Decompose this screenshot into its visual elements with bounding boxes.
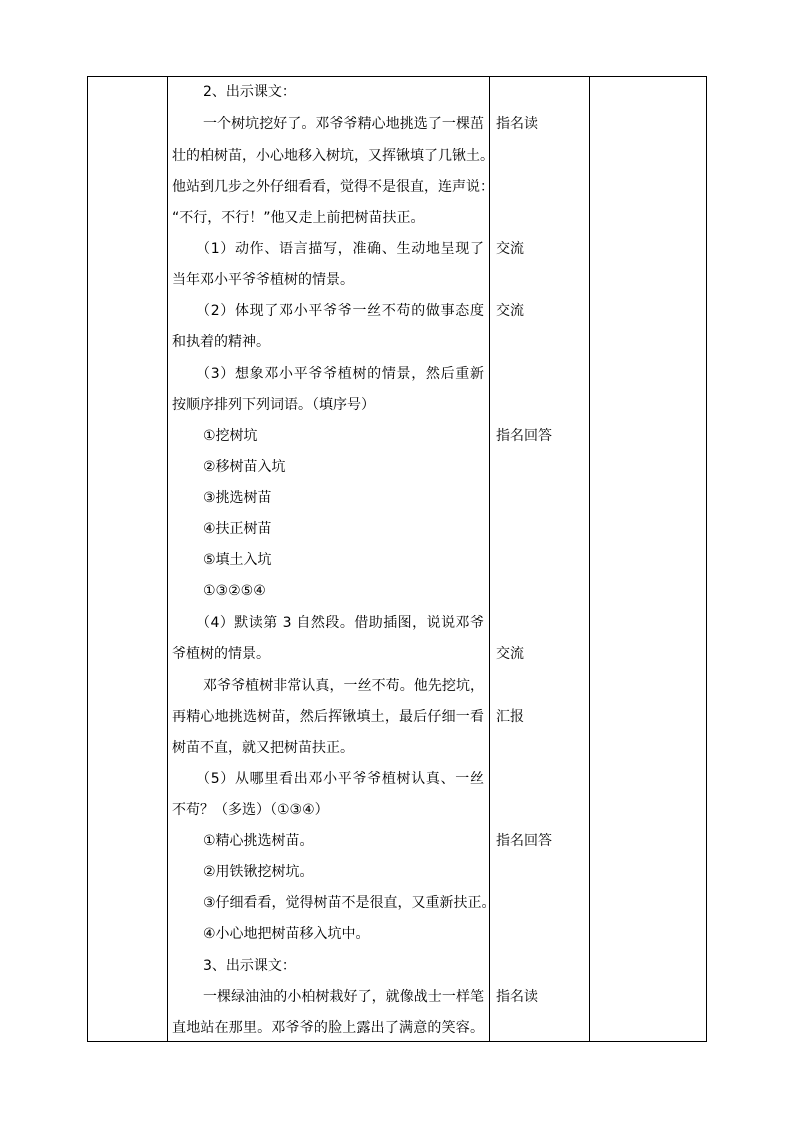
activity-label: 指名回答 bbox=[496, 833, 552, 849]
activity-label: 指名读 bbox=[496, 989, 538, 1005]
list-item: ③挑选树苗 bbox=[203, 490, 272, 506]
section-heading: 2、出示课文： bbox=[203, 84, 296, 100]
activity-label: 汇报 bbox=[496, 709, 524, 725]
section-heading: 3、出示课文： bbox=[203, 958, 296, 974]
text-line: 一棵绿油油的小柏树栽好了，就像战士一样笔 bbox=[203, 989, 484, 1005]
list-item: ②移树苗入坑 bbox=[203, 459, 286, 475]
text-line: （2）体现了邓小平爷爷一丝不苟的做事态度 bbox=[196, 303, 484, 319]
text-line: （4）默读第 3 自然段。借助插图，说说邓爷 bbox=[196, 615, 484, 631]
list-item: ①挖树坑 bbox=[203, 428, 258, 444]
answer-text: ①③②⑤④ bbox=[203, 583, 266, 599]
activity-label: 指名回答 bbox=[496, 428, 552, 444]
list-item: ①精心挑选树苗。 bbox=[203, 833, 314, 849]
column-divider bbox=[589, 77, 590, 1041]
text-line: （3）想象邓小平爷爷植树的情景，然后重新 bbox=[196, 366, 484, 382]
text-line: “不行，不行！”他又走上前把树苗扶正。 bbox=[172, 210, 425, 226]
text-line: 不苟？（多选）（①③④） bbox=[172, 802, 329, 818]
text-line: 树苗不直，就又把树苗扶正。 bbox=[172, 740, 354, 756]
list-item: ④小心地把树苗移入坑中。 bbox=[203, 926, 370, 942]
list-item: ②用铁锹挖树坑。 bbox=[203, 864, 314, 880]
text-line: （1）动作、语言描写，准确、生动地呈现了 bbox=[196, 241, 484, 257]
list-item: ③仔细看看，觉得树苗不是很直，又重新扶正。 bbox=[203, 895, 496, 911]
text-line: 爷植树的情景。 bbox=[172, 646, 270, 662]
activity-label: 交流 bbox=[496, 241, 524, 257]
text-line: 和执着的精神。 bbox=[172, 334, 270, 350]
activity-label: 指名读 bbox=[496, 116, 538, 132]
activity-label: 交流 bbox=[496, 646, 524, 662]
text-line: 再精心地挑选树苗，然后挥锹填土，最后仔细一看 bbox=[172, 709, 484, 725]
list-item: ⑤填土入坑 bbox=[203, 552, 272, 568]
text-line: 按顺序排列下列词语。（填序号） bbox=[172, 397, 375, 413]
activity-label: 交流 bbox=[496, 303, 524, 319]
text-line: 壮的柏树苗，小心地移入树坑，又挥锹填了几锹土。 bbox=[172, 148, 494, 164]
text-line: 一个树坑挖好了。邓爷爷精心地挑选了一棵茁 bbox=[203, 116, 484, 132]
column-divider bbox=[167, 77, 168, 1041]
text-line: 直地站在那里。邓爷爷的脸上露出了满意的笑容。 bbox=[172, 1020, 484, 1036]
text-line: （5）从哪里看出邓小平爷爷植树认真、一丝 bbox=[196, 771, 484, 787]
list-item: ④扶正树苗 bbox=[203, 521, 272, 537]
text-line: 当年邓小平爷爷植树的情景。 bbox=[172, 272, 354, 288]
text-line: 邓爷爷植树非常认真，一丝不苟。他先挖坑， bbox=[203, 678, 484, 694]
text-line: 他站到几步之外仔细看看，觉得不是很直，连声说： bbox=[172, 179, 494, 195]
